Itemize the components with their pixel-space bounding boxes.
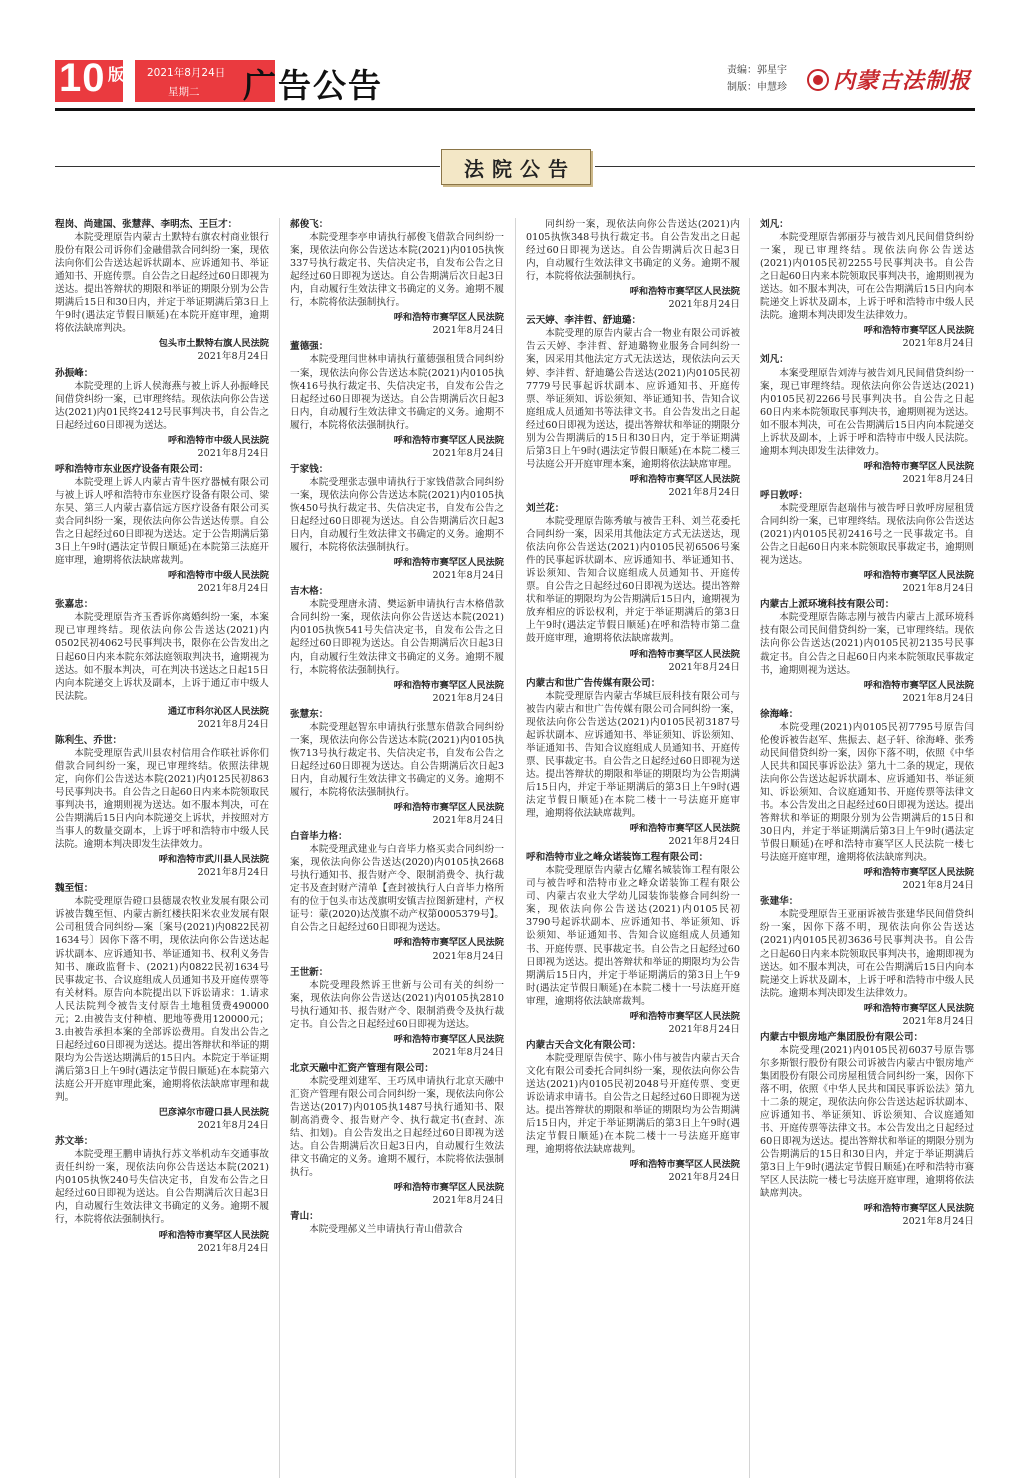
notice-court: 呼和浩特市赛罕区人民法院 <box>629 286 740 298</box>
court-notice <box>526 314 740 499</box>
notice-addressee: 徐海峰： <box>760 708 799 720</box>
notice-court: 呼和浩特市赛罕区人民法院 <box>863 1203 974 1215</box>
court-notice <box>290 218 504 337</box>
notice-body: 本院受理李亭申请执行郝俊飞借款合同纠纷一案，现依法向你公告送达本院(2021)内0105执恢337号执行裁定书、失信决定书，自发布公告之日起经过60日即视为送达。自公告期满后次日起3日内，自动履行生效法律文书确定的义务。逾期不履行，本院将依法强制执行。 <box>290 232 504 309</box>
court-notice <box>290 830 504 962</box>
notice-addressee: 内蒙古中银房地产集团股份有限公司： <box>760 1031 924 1043</box>
notice-date: 2021年8月24日 <box>902 880 974 892</box>
notice-addressee: 张嘉忠： <box>55 599 94 611</box>
notice-body: 本院受理张志强申请执行于家钱借款合同纠纷一案，现依法向你公告送达本院(2021)内0105执恢450号执行裁定书、失信决定书，自发布公告之日起经过60日即视为送达。自公告期满后次日起3日内，自动履行生效法律文书确定的义务。逾期不履行，本院将依法强制执行。 <box>290 476 504 554</box>
notice-addressee: 刘兰花： <box>526 502 565 514</box>
notice-body: 本院受理原告侯宇、陈小伟与被告内蒙古天合文化有限公司委托合同纠纷一案，现依法向你公告送达(2021)内0105民初2048号开庭传票、变更诉讼请求申请书。自公告之日起经过60日即视为送达。提出答辩状的期限和举证的期限均为公告期满后15日内，并定于举证期满后的第3日上午9时(遇法定节假日顺延)在本院二楼十一号法庭开庭审理，逾期将依法缺席裁判。 <box>526 1052 740 1156</box>
court-notice <box>290 585 504 704</box>
notice-addressee: 青山： <box>290 1211 319 1223</box>
court-notice <box>760 1031 974 1229</box>
notice-addressee: 于家钱： <box>290 463 329 475</box>
notice-body: 同纠纷一案，现依法向你公告送达(2021)内0105执恢348号执行裁定书。自公告发出之日起经过60日即视为送达。自公告期满后次日起3日内，自动履行生效法律文书确定的义务。逾期不履行，本院将依法强制执行。 <box>526 219 740 283</box>
notice-court: 呼和浩特市赛罕区人民法院 <box>629 648 740 660</box>
notice-addressee: 王世新： <box>290 966 329 978</box>
court-notice <box>55 1135 269 1254</box>
column-4 <box>760 218 974 1232</box>
notice-court: 呼和浩特市赛罕区人民法院 <box>863 1002 974 1014</box>
notice-addressee: 吉木格： <box>290 586 329 598</box>
notice-court: 呼和浩特市赛罕区人民法院 <box>629 473 740 485</box>
notice-body: 本院受理原告郭丽芬与被告刘凡民间借贷纠纷一案，现已审理终结。现依法向你公告送达(2021)内0105民初2255号民事判决书。自公告之日起60日内来本院领取民事判决书，逾期则视为送达。如不服本判决，可在公告期满后15日内向本院递交上诉状及副本，上诉于呼和浩特市中级人民法院。逾期本判决即发生法律效力。 <box>760 232 974 322</box>
notice-court: 呼和浩特市赛罕区人民法院 <box>393 937 504 949</box>
notice-court: 呼和浩特市赛罕区人民法院 <box>393 802 504 814</box>
notice-court: 呼和浩特市赛罕区人民法院 <box>393 312 504 324</box>
notice-date: 2021年8月24日 <box>197 867 269 879</box>
notice-addressee: 云天婷、李沣哲、舒迪璐： <box>526 315 642 327</box>
notice-court: 呼和浩特市赛罕区人民法院 <box>863 325 974 337</box>
notice-date: 2021年8月24日 <box>432 950 504 962</box>
court-notice <box>55 882 269 1132</box>
column-2 <box>290 218 504 1240</box>
editor-credits <box>727 62 787 96</box>
notice-court: 呼和浩特市赛罕区人民法院 <box>863 867 974 879</box>
notice-body: 本院受理段然诉王世新与公司有关的纠纷一案，现依法向你公告送达(2021)内0105执2810号执行通知书、报告财产令、限制消费令及执行裁定书。自公告之日起经过60日即视为送达。 <box>290 979 504 1030</box>
notice-date: 2021年8月24日 <box>668 661 740 673</box>
banner-box <box>441 149 591 185</box>
newspaper-logo <box>807 64 971 95</box>
notice-body: 本院受理(2021)内0105民初6037号原告鄂尔多斯银行股份有限公司诉被告内蒙古中银房地产集团股份有限公司房屋租赁合同纠纷一案，因你下落不明，依照《中华人民共和国民事诉讼法》第九十二条的规定，现依法向你公告送达起诉状副本、应诉通知书、举证须知、诉讼须知、合议庭通知书、开庭传票等法律文书。本公告发出之日起经过60日即视为送达。提出答辩状和举证的期限分别为公告期满后的15日和30日内，并定于举证期满后第3日上午9时(遇法定节假日顺延)在呼和浩特市赛罕区人民法院一楼七号法庭开庭审理，逾期将依法缺席判决。 <box>760 1044 974 1200</box>
notice-court: 呼和浩特市赛罕区人民法院 <box>863 679 974 691</box>
notice-body: 本院受理原告内蒙古土默特右旗农村商业银行股份有限公司诉你们金融借款合同纠纷一案，现依法向你们公告送达起诉状副本、应诉通知书、举证通知书、开庭传票。自公告之日起经过60日即视为送达。提出答辩状的期限和举证的期限分别为公告期满后15日和30日内，并定于举证期满后第3日上午9时(遇法定节假日顺延)在本院开庭审理，逾期将依法缺席判决。 <box>55 232 269 335</box>
notice-date: 2021年8月24日 <box>432 570 504 582</box>
notice-body: 本院受理武建业与白音毕力格买卖合同纠纷一案，现依法向你公告送达(2020)内0105执2668号执行通知书、报告财产令、限制消费令、执行裁定书及查封财产清单【查封被执行人白音毕力格所有的位于包头市达茂旗明安镇吉拉图新建村，产权证号：蒙(2020)达茂旗不动产权第0005379号】。自公告之日起经过60日即视为送达。 <box>290 844 504 934</box>
designer-line: 制版：申慧珍 <box>727 82 787 93</box>
notice-court: 呼和浩特市中级人民法院 <box>167 434 269 446</box>
notice-addressee: 北京天融中汇资产管理有限公司： <box>290 1062 434 1074</box>
notice-date: 2021年8月24日 <box>197 718 269 730</box>
issue-weekday: 星期二 <box>168 86 200 98</box>
emblem-icon <box>807 69 829 91</box>
notice-date: 2021年8月24日 <box>432 1046 504 1058</box>
banner-rule-left <box>55 166 440 167</box>
notice-body: 本院受理原告内蒙古亿耀名城装饰工程有限公司与被告呼和浩特市业之峰众诺装饰工程有限公司、内蒙古农业大学幼儿园装饰装修合同纠纷一案，现依法向你公告送达(2021)内0105民初3790号起诉状副本、应诉通知书、举证须知、诉讼须知、举证通知书、告知合议庭组成人员通知书、开庭传票、民事裁定书。自公告之日起经过60日即视为送达。提出答辩状和举证的期限均为公告期满后15日内，并定于举证期满后的第3日上午9时(遇法定节假日顺延)在本院二楼十一号法庭开庭审理，逾期将依法缺席裁判。 <box>526 865 740 1007</box>
notice-date: 2021年8月24日 <box>668 486 740 498</box>
notice-court: 包头市土默特右旗人民法院 <box>158 338 269 350</box>
notice-body: 本院受理郝义兰申请执行青山借款合 <box>309 1224 463 1236</box>
court-notice <box>55 218 269 364</box>
column-3 <box>526 218 740 1187</box>
notice-date: 2021年8月24日 <box>432 447 504 459</box>
notice-court: 呼和浩特市赛罕区人民法院 <box>863 460 974 472</box>
court-notice <box>526 851 740 1036</box>
court-notice <box>526 677 740 849</box>
notice-body: 本院受理原告陈秀敏与被告王科、刘兰花委托合同纠纷一案，因采用其他法定方式无法送达，现依法向你公告送达(2021)内0105民初6506号案件的民事起诉状副本、应诉通知书、举证通知书、诉讼须知、告知合议庭组成人员通知书、开庭传票。自公告之日起经过60日即视为送达。提出答辩状和举证的期限均为公告期满后15日内，逾期视为放弃相应的诉讼权利，并定于举证期满后的第3日上午9时(遇法定节假日顺延)在呼和浩特市第二盘鼓开庭审理，逾期将依法缺席裁判。 <box>526 516 740 645</box>
notice-addressee: 孙振峰： <box>55 367 94 379</box>
notice-body: 本院受理王鹏申请执行苏文举机动车交通事故责任纠纷一案，现依法向你公告送达本院(2021)内0105执恢240号失信决定书，自发布公告之日起经过60日即视为送达。自公告期满后次日起3日内，自动履行生效法律文书确定的义务。逾期不履行，本院将依法强制执行。 <box>55 1149 269 1226</box>
notice-addressee: 内蒙古上派环境科技有限公司： <box>760 599 895 611</box>
court-notice <box>55 734 269 880</box>
notice-body: 本案受理原告刘涛与被告刘凡民间借贷纠纷一案，现已审理终结。现依法向你公告送达(2021)内0105民初2266号民事判决书。自公告之日起60日内来本院领取民事判决书，逾期则视为送达。如不服本判决，可在公告期满后15日内向本院递交上诉状及副本，上诉于呼和浩特市中级人民法院。逾期本判决即发生法律效力。 <box>760 367 974 457</box>
notice-addressee: 刘凡： <box>760 219 789 230</box>
banner-title: 法院公告 <box>464 156 576 181</box>
notice-addressee: 刘凡： <box>760 354 789 366</box>
notice-addressee: 呼日敦呼： <box>760 489 808 501</box>
section-banner <box>55 147 975 187</box>
column-divider <box>749 218 750 1478</box>
issue-date: 2021年8月24日 <box>147 67 226 79</box>
notice-date: 2021年8月24日 <box>197 583 269 595</box>
notice-date: 2021年8月24日 <box>668 1023 740 1035</box>
court-notice <box>760 353 974 485</box>
notice-addressee: 魏至恒： <box>55 883 94 895</box>
section-title: 广告公告 <box>243 66 383 105</box>
notice-date: 2021年8月24日 <box>668 1172 740 1184</box>
court-notice <box>290 340 504 459</box>
notice-date: 2021年8月24日 <box>432 325 504 337</box>
court-notice <box>290 966 504 1059</box>
court-notice <box>760 708 974 893</box>
masthead <box>55 58 975 106</box>
court-notice <box>760 489 974 595</box>
notice-court: 呼和浩特市赛罕区人民法院 <box>393 1182 504 1194</box>
notice-date: 2021年8月24日 <box>432 692 504 704</box>
notice-addressee: 张慧东： <box>290 708 329 720</box>
notice-body: 本院受理原告内蒙古华城巨辰科技有限公司与被告内蒙古和世广告传媒有限公司合同纠纷一案，现依法向你公告送达(2021)内0105民初3187号起诉状副本、应诉通知书、举证须知、诉讼须知、举证通知书、告知合议庭组成人员通知书、开庭传票、民事裁定书。自公告之日起经过60日即视为送达。提出答辩状的期限和举证的期限均为公告期满后15日内，并定于举证期满后的第3日上午9时(遇法定节假日顺延)在本院二楼十一号法庭开庭审理，逾期将依法缺席裁判。 <box>526 690 740 820</box>
notice-court: 呼和浩特市赛罕区人民法院 <box>863 570 974 582</box>
notice-body: 本院受理原告磴口县德晟农牧业发展有限公司诉被告魏至恒、内蒙古新红楼扶阳米农业发展有限公司租赁合同纠纷—案〔案号(2021)内0822民初1634号〕因你下落不明，现依法向你公告送达起诉状副本、应诉通知书、举证通知书、权利义务告知书、廉政监督卡、(2021)内0822民初1634号民事裁定书、合议庭组成人员通知书及开庭传票等有关材料。原告向本院提出以下诉讼请求：1.请求人民法院判令被告支付原告土地租赁费490000元；2.由被告支付种植、肥地等费用120000元；3.由被告承担本案的全部诉讼费用。自发出公告之日起经过60日即视为送达。提出答辩状和举证的期限均为公告送达期满后的15日内。本院定于举证期满后第3日上午9时(遇法定节假日顺延)在本院第六法庭公开开庭审理此案，逾期将依法缺席审理和裁判。 <box>55 896 269 1104</box>
notice-date: 2021年8月24日 <box>902 473 974 485</box>
notice-court: 呼和浩特市赛罕区人民法院 <box>393 1033 504 1045</box>
notice-body: 本院受理赵智东申请执行张慧东借款合同纠纷一案，现依法向你公告送达本院(2021)内0105执恢713号执行裁定书、失信决定书，自发布公告之日起经过60日即视为送达。自公告期满后次日起3日内，自动履行生效法律文书确定的义务。逾期不履行，本院将依法强制执行。 <box>290 721 504 798</box>
notice-body: 本院受理的上诉人侯海燕与被上诉人孙振峰民间借贷纠纷一案，已审理终结。现依法向你公告送达(2021)内01民终2412号民事判决书，自公告之日起经过60日即视为送达。 <box>55 380 269 431</box>
notice-addressee: 呼和浩特市业之峰众诺装饰工程有限公司： <box>526 852 709 864</box>
notice-body: 本院受理刘建军、王巧凤申请执行北京天融中汇资产管理有限公司合同纠纷一案，现依法向你公告送达(2017)内0105执1487号执行通知书、限制高消费令、报告财产令、执行裁定书(查封、冻结、扣划)。自公告发出之日起经过60日即视为送达。自公告期满后次日起3日内，自动履行生效法律文书确定的义务。逾期不履行，本院将依法强制执行。 <box>290 1075 504 1179</box>
notice-body: 本院受理上诉人内蒙古青牛医疗器械有限公司与被上诉人呼和浩特市东业医疗设备有限公司、梁东昊、第三人内蒙古嘉信远方医疗设备有限公司买卖合同纠纷一案，现依法向你公告送达传票。自公告之日起经过60日即视为送达。定于公告期满后第3日上午9时(遇法定节假日顺延)在本院第三法庭开庭审理，逾期将依法缺席裁判。 <box>55 476 269 567</box>
page-number: 10 <box>59 56 106 100</box>
notice-court: 呼和浩特市赛罕区人民法院 <box>393 679 504 691</box>
notice-date: 2021年8月24日 <box>902 692 974 704</box>
court-notice <box>760 218 974 350</box>
notice-date: 2021年8月24日 <box>668 299 740 311</box>
notice-addressee: 白音毕力格： <box>290 831 348 843</box>
notice-date: 2021年8月24日 <box>902 1015 974 1027</box>
notice-body: 本院受理原告陈志刚与被告内蒙古上派环境科技有限公司民间借贷纠纷一案，已审理终结。现依法向你公告送达(2021)内0105民初2135号民事裁定书。自公告之日起60日内来本院领取民事裁定书，逾期则视为送达。 <box>760 612 974 676</box>
court-notice <box>760 895 974 1027</box>
notice-date: 2021年8月24日 <box>902 338 974 350</box>
notice-court: 呼和浩特市赛罕区人民法院 <box>393 557 504 569</box>
court-notice <box>526 218 740 311</box>
court-notice <box>526 1039 740 1185</box>
court-notice <box>290 1062 504 1208</box>
notice-date: 2021年8月24日 <box>902 1216 974 1228</box>
notice-date: 2021年8月24日 <box>902 583 974 595</box>
court-notice <box>55 367 269 460</box>
notice-body: 本院受理唐永清、樊运新申请执行吉木格借款合同纠纷一案，现依法向你公告送达本院(2021)内0105执恢541号失信决定书，自发布公告之日起经过60日即视为送达。自公告期满后次日起3日内，自动履行生效法律文书确定的义务。逾期不履行，本院将依法强制执行。 <box>290 599 504 676</box>
notice-court: 呼和浩特市中级人民法院 <box>167 570 269 582</box>
notice-addressee: 内蒙古天合文化有限公司： <box>526 1039 642 1051</box>
column-divider <box>515 218 516 1478</box>
notice-date: 2021年8月24日 <box>197 351 269 363</box>
notice-court: 呼和浩特市赛罕区人民法院 <box>629 823 740 835</box>
court-notice <box>526 502 740 674</box>
court-notice <box>290 463 504 582</box>
notice-body: 本院受理原告武川县农村信用合作联社诉你们借款合同纠纷一案，现已审理终结。依照法律规定，向你们公告送达本院(2021)内0125民初863号民事判决书。自公告之日起60日内来本院领取民事判决书，逾期则视为送达。如不服本判决，可在公告期满后15日内向本院递交上诉状，并按照对方当事人的数量交副本，上诉于呼和浩特市中级人民法院。逾期本判决即发生法律效力。 <box>55 747 269 851</box>
notice-addressee: 苏文举： <box>55 1136 94 1148</box>
notice-addressee: 陈利生、乔世： <box>55 734 123 746</box>
notice-court: 通辽市科尔沁区人民法院 <box>167 705 269 717</box>
notice-addressee: 董德强： <box>290 341 329 353</box>
notice-date: 2021年8月24日 <box>432 1195 504 1207</box>
notice-body: 本院受理闫世林申请执行董德强租赁合同纠纷一案，现依法向你公告送达本院(2021)内0105执恢416号执行裁定书、失信决定书，自发布公告之日起经过60日即视为送达。自公告期满后次日起3日内，自动履行生效法律文书确定的义务。逾期不履行，本院将依法强制执行。 <box>290 354 504 431</box>
notice-court: 呼和浩特市赛罕区人民法院 <box>629 1159 740 1171</box>
notice-body: 本院受理原告赵瑞伟与被告呼日敦呼房屋租赁合同纠纷一案，已审理终结。现依法向你公告送达(2021)内0105民初2416号之一民事裁定书。自公告之日起60日内来本院领取民事裁定书，逾期则视为送达。 <box>760 502 974 567</box>
court-notice <box>290 708 504 827</box>
court-notice <box>290 1210 504 1236</box>
notice-court: 呼和浩特市赛罕区人民法院 <box>629 1010 740 1022</box>
banner-rule-right <box>595 166 975 167</box>
notice-court: 呼和浩特市赛罕区人民法院 <box>393 434 504 446</box>
notice-date: 2021年8月24日 <box>197 1120 269 1132</box>
notice-addressee: 郝俊飞： <box>290 219 329 230</box>
notice-addressee: 程岗、尚建国、张慧萍、李明杰、王巨才： <box>55 219 238 230</box>
notice-date: 2021年8月24日 <box>432 815 504 827</box>
notice-body: 本院受理(2021)内0105民初7795号原告闫伦俊诉被告赵军、焦振去、赵子轩、徐海峰、张秀动民间借贷纠纷一案，因你下落不明，依照《中华人民共和国民事诉讼法》第九十二条的规定，现依法向你公告送达起诉状副本、应诉通知书、举证须知、诉讼须知、合议庭通知书、开庭传票等法律文书。本公告发出之日起经过60日即视为送达。提出答辩状和举证的期限分别为公告期满后的15日和30日内，并定于举证期满后第3日上午9时(遇法定节假日顺延)在呼和浩特市赛罕区人民法院一楼七号法庭开庭审理，逾期将依法缺席判决。 <box>760 721 974 864</box>
editor-line: 责编：郭星宇 <box>727 65 787 76</box>
header-rule <box>55 108 975 111</box>
notice-date: 2021年8月24日 <box>197 447 269 459</box>
notice-addressee: 呼和浩特市东业医疗设备有限公司： <box>55 463 209 475</box>
court-notice <box>760 598 974 704</box>
notice-body: 本院受理原告王亚丽诉被告张建华民间借贷纠纷一案，因你下落不明，现依法向你公告送达(2021)内0105民初3636号民事判决书。自公告之日起60日内来本院领取民事判决书，逾期即视为送达。如不服本判决，可在公告期满后15日内向本院递交上诉状及副本，上诉于呼和浩特市中级人民法院。逾期本判决即发生法律效力。 <box>760 909 974 999</box>
notice-court: 巴彦淖尔市磴口县人民法院 <box>158 1107 269 1119</box>
notice-addressee: 内蒙古和世广告传媒有限公司： <box>526 677 661 689</box>
court-notice <box>55 598 269 730</box>
notice-body: 本院受理的原告内蒙古合一物业有限公司诉被告云天婷、李沣哲、舒迪璐物业服务合同纠纷一案，因采用其他法定方式无法送达，现依法向云天婷、李沣哲、舒迪璐公告送达(2021)内0105民初7779号民事起诉状副本、应诉通知书、开庭传票、举证须知、诉讼须知、举证通知书、告知合议庭组成人员通知书等法律文书。自公告发出之日起经过60日即视为送达，提出答辩状和举证的期限分别为公告期满后的15日和30日内，定于举证期满后第3日上午9时(遇法定节假日顺延)在本院二楼三号法庭公开开庭审理本案，逾期将依法缺席审理。 <box>526 328 740 470</box>
notice-court: 呼和浩特市武川县人民法院 <box>158 854 269 866</box>
newspaper-name: 内蒙古法制报 <box>833 68 972 94</box>
page-suffix: 版 <box>108 65 125 84</box>
notice-body: 本院受理原告齐玉香诉你离婚纠纷一案，本案现已审理终结。现依法向你公告送达(2021)内0502民初4062号民事判决书，限你在公告发出之日起60日内来本院东郊法庭领取判决书，逾期视为送达。如不服本判决，可在判决书送达之日起15日内向本院递交上诉状及副本，上诉于通辽市中级人民法院。 <box>55 612 269 702</box>
notice-addressee: 张建华： <box>760 896 799 908</box>
notice-date: 2021年8月24日 <box>197 1242 269 1254</box>
notice-date: 2021年8月24日 <box>668 836 740 848</box>
court-notice <box>55 463 269 595</box>
column-divider <box>279 218 280 1478</box>
column-1 <box>55 218 269 1258</box>
notice-court: 呼和浩特市赛罕区人民法院 <box>158 1229 269 1241</box>
